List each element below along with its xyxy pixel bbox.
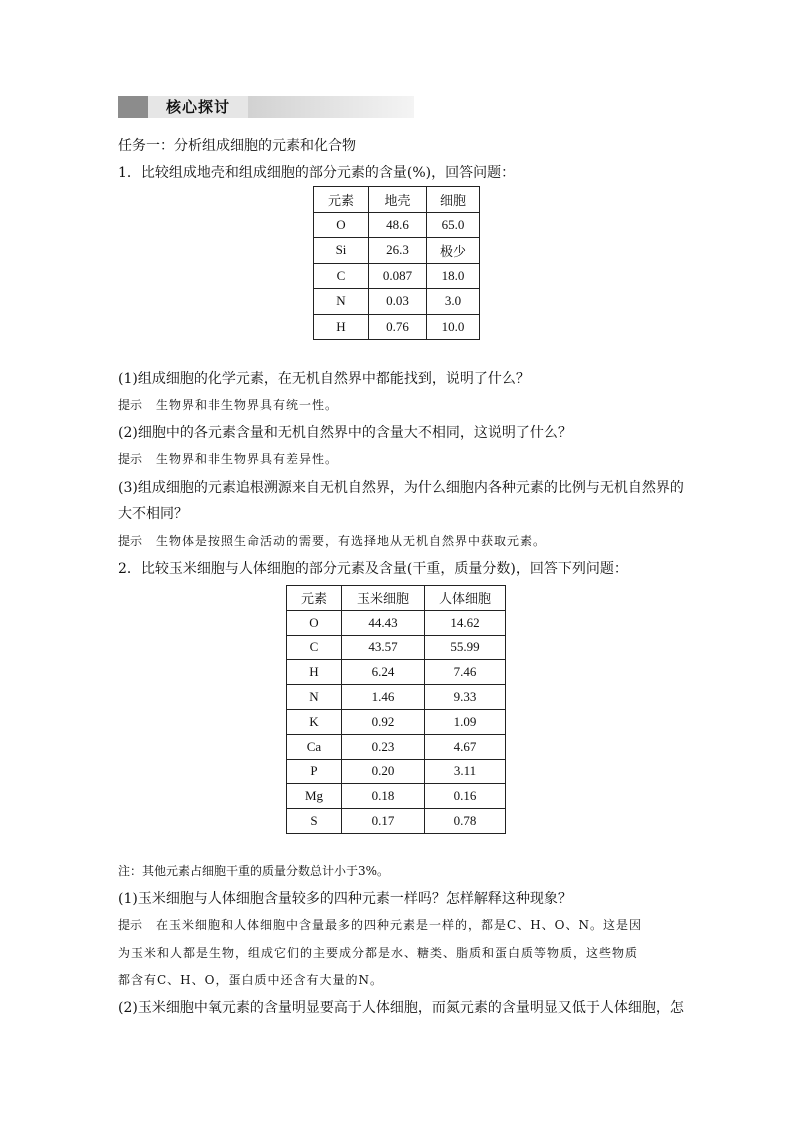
table-cell: 0.92 [342, 709, 425, 734]
table-cell: 0.23 [342, 734, 425, 759]
table-cell: K [287, 709, 342, 734]
table-cell: N [314, 289, 369, 315]
table-cell: 26.3 [369, 238, 427, 264]
table-row [314, 212, 480, 238]
question-2-intro: 2．比较玉米细胞与人体细胞的部分元素及含量(干重，质量分数)，回答下列问题： [118, 561, 628, 577]
table-cell: 7.46 [425, 660, 506, 685]
hint-3 [118, 532, 546, 549]
table-cell: H [287, 660, 342, 685]
table-cell: 0.20 [342, 759, 425, 784]
table-cell: 10.0 [427, 314, 480, 340]
table-row [287, 635, 506, 660]
table-cell: O [287, 610, 342, 635]
table-cell: 1.46 [342, 685, 425, 710]
question-1-intro: 1．比较组成地壳和组成细胞的部分元素的含量(%)，回答问题： [118, 165, 516, 181]
hint-text: 生物界和非生物界具有统一性。 [156, 398, 339, 412]
table-cell: 0.17 [342, 809, 425, 834]
table-header-cell: 细胞 [427, 187, 480, 213]
table-cell: 0.18 [342, 784, 425, 809]
table-cell: 0.76 [369, 314, 427, 340]
table-header-cell: 玉米细胞 [342, 586, 425, 611]
hint-2 [118, 450, 338, 467]
table-cell: 3.11 [425, 759, 506, 784]
table-cell: N [287, 685, 342, 710]
hint-text: 生物界和非生物界具有差异性。 [156, 452, 339, 466]
table-row [314, 263, 480, 289]
table-cell: Si [314, 238, 369, 264]
hint-text: 为玉米和人都是生物，组成它们的主要成分都是水、糖类、脂质和蛋白质等物质，这些物质 [118, 946, 639, 960]
table-cell: 6.24 [342, 660, 425, 685]
table-cell: Ca [287, 734, 342, 759]
table-cell: C [314, 263, 369, 289]
table-cell: 9.33 [425, 685, 506, 710]
hint-1 [118, 396, 338, 413]
table-cell: 55.99 [425, 635, 506, 660]
table-row [287, 660, 506, 685]
table-row [287, 734, 506, 759]
table-cell: 4.67 [425, 734, 506, 759]
question-2-sub-2: (2)玉米细胞中氧元素的含量明显要高于人体细胞，而氮元素的含量明显又低于人体细胞，怎 [118, 1000, 684, 1016]
table-row [287, 759, 506, 784]
table-cell: 14.62 [425, 610, 506, 635]
table-cell: 1.09 [425, 709, 506, 734]
question-1-sub-3-line-2: 大不相同？ [118, 506, 188, 522]
hint-4-line-2 [118, 944, 638, 961]
question-1-sub-3-line-1: (3)组成细胞的元素追根溯源来自无机自然界，为什么细胞内各种元素的比例与无机自然界的 [118, 480, 684, 496]
table-header-cell: 元素 [287, 586, 342, 611]
table-cell: C [287, 635, 342, 660]
question-1-sub-1: (1)组成细胞的化学元素，在无机自然界中都能找到，说明了什么？ [118, 371, 530, 387]
table-header-row [314, 187, 480, 213]
table-cell: Mg [287, 784, 342, 809]
element-content-table-2 [286, 585, 506, 834]
table-cell: O [314, 212, 369, 238]
table-row [314, 238, 480, 264]
table-row [287, 709, 506, 734]
table-cell: S [287, 809, 342, 834]
table-cell: 65.0 [427, 212, 480, 238]
table-header-cell: 元素 [314, 187, 369, 213]
hint-label: 提示 [118, 534, 143, 548]
hint-text: 生物体是按照生命活动的需要，有选择地从无机自然界中获取元素。 [156, 534, 547, 548]
table-row [287, 784, 506, 809]
task-title: 任务一：分析组成细胞的元素和化合物 [118, 138, 356, 154]
table-row [314, 289, 480, 315]
table-note: 注：其他元素占细胞干重的质量分数总计小于3%。 [118, 864, 390, 878]
question-1-sub-2: (2)细胞中的各元素含量和无机自然界中的含量大不相同，这说明了什么？ [118, 425, 572, 441]
hint-4-line-1 [118, 916, 642, 933]
table-cell: 0.78 [425, 809, 506, 834]
table-cell: 48.6 [369, 212, 427, 238]
table-cell: 0.03 [369, 289, 427, 315]
hint-text: 在玉米细胞和人体细胞中含量最多的四种元素是一样的，都是C、H、O、N。这是因 [156, 918, 643, 932]
table-row [287, 685, 506, 710]
section-title: 核心探讨 [148, 96, 248, 118]
table-cell: P [287, 759, 342, 784]
table-cell: H [314, 314, 369, 340]
hint-label: 提示 [118, 918, 143, 932]
element-content-table-1 [313, 186, 480, 340]
hint-4-line-3 [118, 971, 383, 988]
table-header-cell: 地壳 [369, 187, 427, 213]
table-cell: 18.0 [427, 263, 480, 289]
hint-label: 提示 [118, 398, 143, 412]
table-row [287, 610, 506, 635]
hint-text: 都含有C、H、O，蛋白质中还含有大量的N。 [118, 973, 383, 987]
table-row [314, 314, 480, 340]
hint-label: 提示 [118, 452, 143, 466]
table-header-cell: 人体细胞 [425, 586, 506, 611]
table-row [287, 809, 506, 834]
table-cell: 3.0 [427, 289, 480, 315]
table-cell: 0.087 [369, 263, 427, 289]
table-cell: 0.16 [425, 784, 506, 809]
question-2-sub-1: (1)玉米细胞与人体细胞含量较多的四种元素一样吗？怎样解释这种现象？ [118, 891, 572, 907]
table-cell: 44.43 [342, 610, 425, 635]
table-cell: 43.57 [342, 635, 425, 660]
table-cell: 极少 [427, 238, 480, 264]
table-header-row [287, 586, 506, 611]
